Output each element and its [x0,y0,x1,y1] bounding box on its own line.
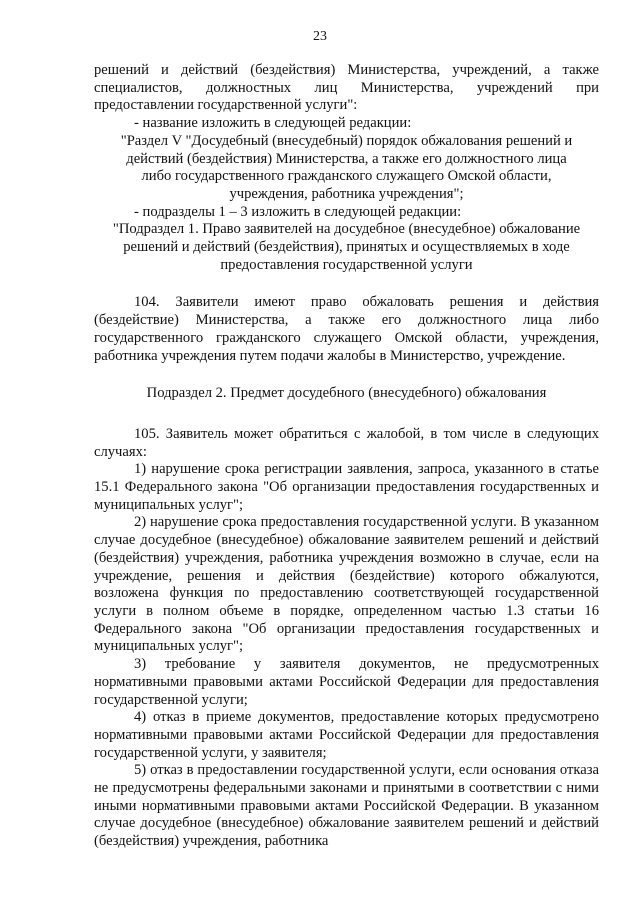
paragraph-104: 104. Заявители имеют право обжаловать решения и действия (бездействие) Министерства, а также его должностного лица либо государственного гражданского служащего Омской области, учреждения, работника учреждения путем подачи жалобы в Министерство, учреждение. [94,294,599,364]
case-item-1: 1) нарушение срока регистрации заявления, запроса, указанного в статье 15.1 Федерального закона "Об организации предоставления государственных и муниципальных услуг"; [94,461,599,513]
case-item-5: 5) отказ в предоставлении государственной услуги, если основания отказа не предусмотрены федеральными законами и принятыми в соответствии с ними иными нормативными правовыми актами Российской Федерации. В указанном случае досудебное (внесудебное) обжалование заявителем решений и действий (бездействия) учреждения, работника [94,762,599,850]
case-item-2: 2) нарушение срока предоставления государственной услуги. В указанном случае досудебное (внесудебное) обжалование заявителем решений и действий (бездействия) учреждения, работника учреждения возможно в случае, если на учреждение, решения и действия (бездействие) которого обжалуются, возложена функция по предоставлению соответствующей государственной услуги в полном объеме в порядке, определенном частью 1.3 статьи 16 Федерального закона "Об организации предоставления государственных и муниципальных услуг"; [94,514,599,655]
case-item-3: 3) требование у заявителя документов, не предусмотренных нормативными правовыми актами Российской Федерации для предоставления государственной услуги; [94,656,599,708]
subsection-1-title: "Подраздел 1. Право заявителей на досудебное (внесудебное) обжалование решений и действий (бездействия), принятых и осуществляемых в ходе предоставления государственной услуги [112,221,581,273]
case-item-4: 4) отказ в приеме документов, предоставление которых предусмотрено нормативными правовыми актами Российской Федерации для предоставления государственной услуги, у заявителя; [94,709,599,761]
subsection-2-title: Подраздел 2. Предмет досудебного (внесудебного) обжалования [146,385,547,402]
section-v-title: "Раздел V "Досудебный (внесудебный) порядок обжалования решений и действий (бездействия) Министерства, а также его должностного лица либо государственного гражданского служащего Омской области, учреждения, работника учреждения"; [120,132,573,202]
document-body [94,62,599,851]
paragraph-continuation: решений и действий (бездействия) Министерства, учреждений, а также специалистов, должностных лиц Министерства, учреждений при предоставлении государственной услуги": [94,62,599,114]
paragraph-105: 105. Заявитель может обратиться с жалобой, в том числе в следующих случаях: [94,425,599,460]
page-number: 23 [313,29,327,44]
instruction-subsections: - подразделы 1 – 3 изложить в следующей редакции: [134,203,462,220]
instruction-rename: - название изложить в следующей редакции: [134,115,412,132]
